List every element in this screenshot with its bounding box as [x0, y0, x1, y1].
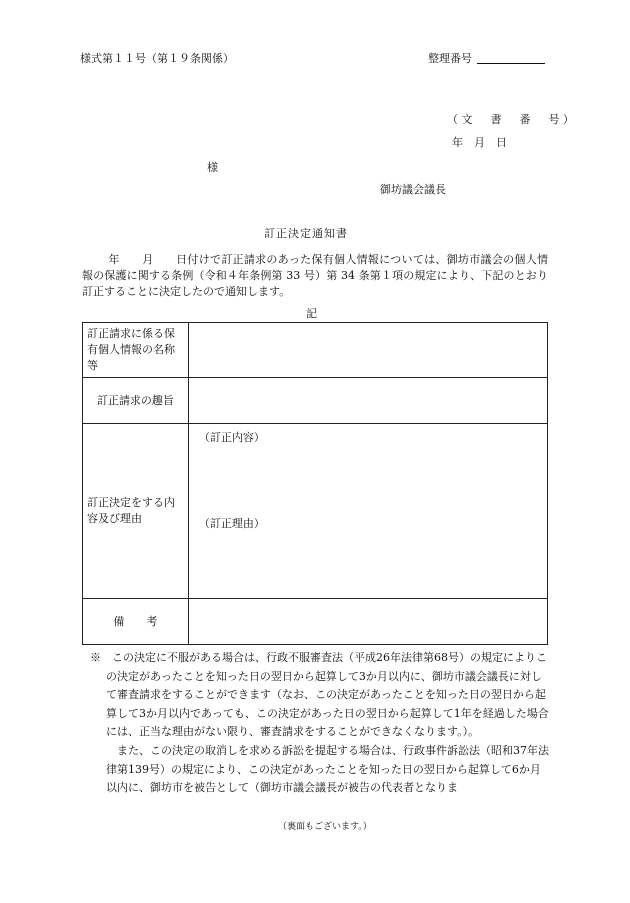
note-lawsuit: [90, 742, 550, 798]
date-line: 年 月 日: [452, 136, 507, 149]
table-row: [83, 378, 548, 424]
issuer-name: 御坊議会議長: [380, 183, 446, 196]
note-appeal-text: この決定に不服がある場合は、行政不服審査法（平成26年法律第68号）の規定によりこの決定があったことを知った日の翌日から起算して3か月以内に、御坊市議会議長に対して審査請求をすることができます（なお、この決定があったことを知った日の翌日から起算して3か月以内であっても、この決定があった日の翌日から起算して1年を経過した場合には、正当な理由がない限り、審査請求をすることができなくなります。）。: [106, 651, 549, 739]
table-row: [83, 424, 548, 599]
row-value-decision: [188, 424, 547, 599]
form-label: 様式第１１号（第１９条関係）: [80, 52, 234, 65]
body-paragraph: 年 月 日付けで訂正請求のあった保有個人情報については、御坊市議会の個人情報の保護に関する条例（令和４年条例第 33 号）第 34 条第１項の規定により、下記のとおり訂正することに決定したので通知します。: [82, 253, 548, 298]
correction-reason-label: （訂正理由）: [198, 517, 265, 530]
ki-heading: 記: [306, 307, 317, 320]
decision-table: [82, 322, 548, 645]
note-appeal: [90, 649, 550, 742]
reference-number-label: 整理番号: [428, 52, 472, 65]
body-text: [82, 252, 548, 300]
row-value-purpose: [188, 378, 547, 424]
document-number: （文 書 番 号）: [447, 113, 578, 126]
row-value-remarks: [188, 599, 547, 645]
table-row: [83, 323, 548, 378]
note-lawsuit-text: また、この決定の取消しを求める訴訟を提起する場合は、行政事件訴訟法（昭和37年法律第139号）の規定により、この決定があったことを知った日の翌日から起算して6か月以内に、御坊市を被告として（御坊市議会議長が被告の代表者となりま: [106, 743, 549, 795]
row-label-remarks: 備 考: [83, 599, 189, 645]
row-label-purpose: 訂正請求の趣旨: [83, 378, 189, 424]
back-side-note: （裏面もございます。）: [278, 822, 372, 832]
recipient-suffix: 様: [207, 161, 218, 174]
table-row: [83, 599, 548, 645]
note-mark: ※: [90, 651, 101, 664]
reference-number-line: [477, 63, 545, 64]
document-title: 訂正決定通知書: [264, 227, 348, 240]
notes: [90, 649, 550, 798]
row-label-info-name: 訂正請求に係る保有個人情報の名称等: [83, 323, 189, 378]
row-value-info-name: [188, 323, 547, 378]
row-label-decision: 訂正決定をする内容及び理由: [83, 424, 189, 599]
correction-content-label: （訂正内容）: [198, 431, 265, 444]
